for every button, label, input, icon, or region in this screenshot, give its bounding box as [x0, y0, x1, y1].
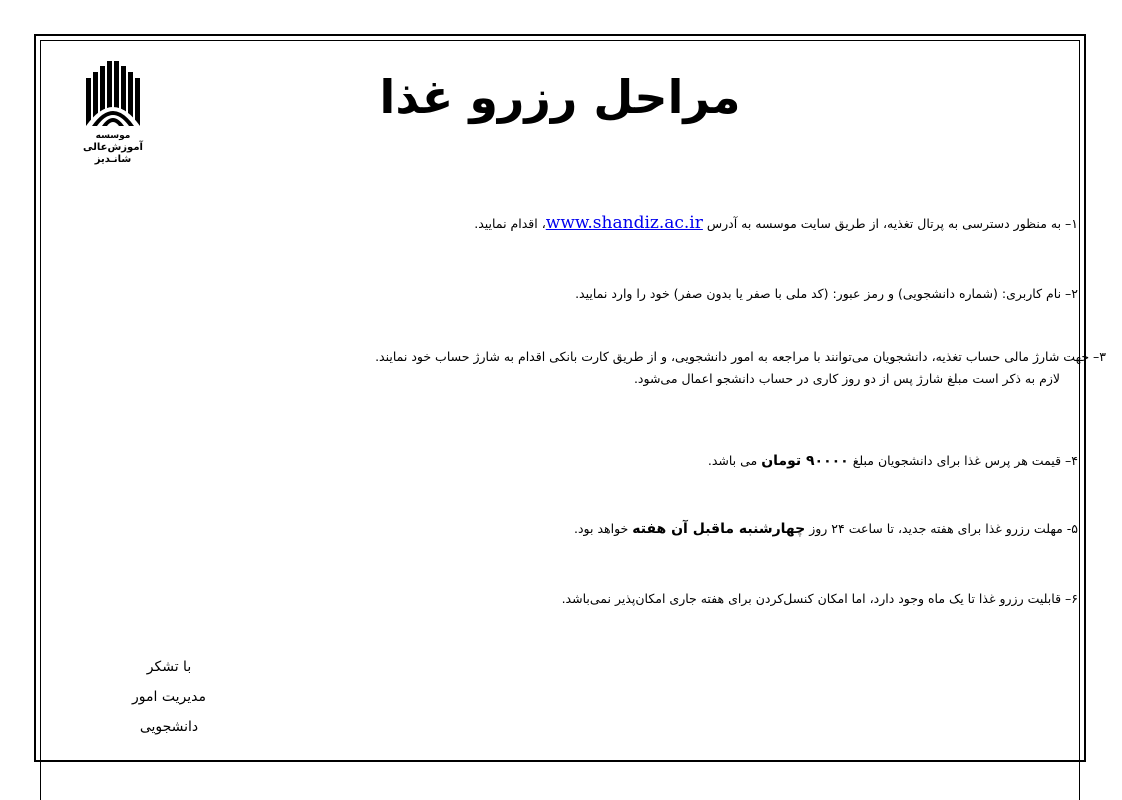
step-4-text-end: می باشد.: [707, 453, 762, 468]
logo-line-2: آموزش‌عالی: [83, 142, 143, 153]
step-3: [36, 346, 1106, 390]
signature: [104, 652, 234, 742]
step-6-text: ۶– قابلیت رزرو غذا تا یک ماه وجود دارد، اما امکان کنسل‌کردن برای هفته جاری امکان‌پذیر نمی‌باشد.: [561, 591, 1078, 606]
logo-emblem-icon: [82, 58, 144, 130]
step-2-text: ۲– نام کاربری: (شماره دانشجویی) و رمز عبور: (کد ملی با صفر یا بدون صفر) خود را وارد نمایید.: [575, 286, 1078, 301]
logo-line-3: شانـدیز: [94, 154, 132, 165]
logo-line-1: موسسه: [95, 131, 131, 141]
step-5: [38, 518, 1078, 540]
step-6: [38, 588, 1078, 610]
step-3-line-1: ۳– جهت شارژ مالی حساب تغذیه، دانشجویان می‌توانند با مراجعه به امور دانشجویی، و از طریق کارت بانکی اقدام به شارژ حساب خود نمایند.: [375, 349, 1106, 364]
step-4-text: ۴– قیمت هر پرس غذا برای دانشجویان مبلغ: [848, 453, 1078, 468]
step-5-text-end: خواهد بود.: [574, 521, 633, 536]
signature-office: مدیریت امور دانشجویی: [132, 689, 206, 735]
step-1: [38, 212, 1078, 235]
step-2: [38, 283, 1078, 305]
step-1-text-end: ، اقدام نمایید.: [474, 216, 546, 231]
step-1-text: ۱– به منظور دسترسی به پرتال تغذیه، از طریق سایت موسسه به آدرس: [702, 216, 1078, 231]
institute-logo: [82, 58, 144, 176]
step-3-line-2: لازم به ذکر است مبلغ شارژ پس از دو روز کاری در حساب دانشجو اعمال می‌شود.: [633, 371, 1060, 386]
step-5-text: ۵- مهلت رزرو غذا برای هفته جدید، تا ساعت ۲۴ روز: [805, 521, 1078, 536]
step-4: [38, 450, 1078, 472]
step-4-price: ۹۰۰۰۰ تومان: [761, 453, 849, 469]
website-link[interactable]: www.shandiz.ac.ir: [545, 213, 703, 233]
signature-thanks: با تشکر: [146, 659, 192, 675]
step-5-deadline: چهارشنبه ماقبل آن هفته: [632, 521, 806, 537]
page-title: مراحل رزرو غذا: [379, 70, 741, 124]
